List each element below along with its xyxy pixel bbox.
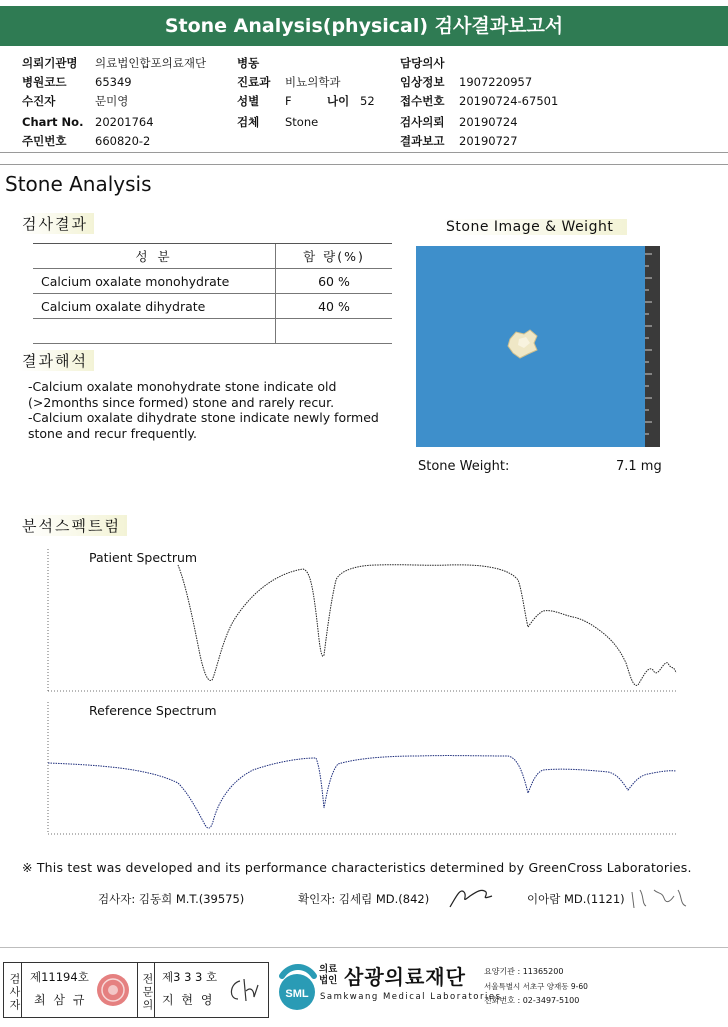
info-value: 20190727: [459, 134, 518, 148]
info-value: 20190724-67501: [459, 94, 559, 108]
result-heading: 검사결과: [20, 213, 94, 234]
info-label: 나이: [327, 94, 350, 108]
info-value: 20201764: [95, 115, 154, 129]
org-address: 서울특별시 서초구 양재동 9-60: [484, 982, 588, 991]
info-label: 검체: [237, 115, 260, 129]
info-value: 문미영: [95, 94, 129, 108]
reference-spectrum-plot: [38, 698, 688, 838]
third-signature: 이아람 MD.(1121): [527, 892, 625, 906]
stone-heading: Stone Image & Weight: [440, 219, 627, 235]
divider: [0, 152, 728, 153]
info-label: 진료과: [237, 75, 271, 89]
certification-box: [3, 962, 269, 1018]
patient-spectrum-line: [178, 565, 676, 686]
table-row: [33, 319, 392, 344]
patient-info: [0, 54, 728, 152]
specialist-vertical-label: 전문의: [137, 963, 155, 1017]
info-label: 담당의사: [400, 56, 445, 70]
reference-spectrum-label: Reference Spectrum: [89, 703, 217, 718]
org-prefix: 의료법인: [319, 964, 338, 986]
info-label: 결과보고: [400, 134, 445, 148]
org-phone: 전화번호 : 02-3497-5100: [484, 996, 580, 1005]
info-value: 비뇨의학과: [285, 75, 341, 89]
ruler: [645, 246, 660, 447]
content-cell: [276, 319, 393, 344]
table-header-row: [33, 244, 392, 269]
logo-text: SML: [285, 988, 309, 1000]
interpretation-line: -Calcium oxalate monohydrate stone indicate old (>2months since formed) stone and rarely recur.: [28, 379, 337, 410]
info-value: F: [285, 94, 292, 108]
content-cell: 60 %: [276, 269, 393, 294]
divider: [0, 947, 728, 948]
info-label: 의뢰기관명: [22, 56, 78, 70]
result-table: [33, 243, 392, 344]
sml-logo-icon: [272, 962, 322, 1012]
interpretation-text: [28, 379, 400, 441]
info-label: Chart No.: [22, 115, 84, 129]
info-value: 의료법인합포의료재단: [95, 56, 207, 70]
handwritten-signature: [628, 882, 692, 912]
table-row: [33, 269, 392, 294]
interpretation-line: -Calcium oxalate dihydrate stone indicate newly formed stone and recur frequently.: [28, 410, 379, 441]
column-header: 성 분: [33, 244, 276, 269]
info-label: 수진자: [22, 94, 56, 108]
seal-stamp: [94, 971, 132, 1009]
reference-spectrum-line: [48, 756, 676, 829]
patient-spectrum-label: Patient Spectrum: [89, 550, 198, 565]
report-title: Stone Analysis(physical) 검사결과보고서: [0, 6, 728, 46]
info-label: 주민번호: [22, 134, 67, 148]
handwritten-signature: [446, 882, 496, 912]
info-value: 1907220957: [459, 75, 533, 89]
info-label: 성별: [237, 94, 260, 108]
divider: [0, 164, 728, 165]
examiner-license: 제11194호: [30, 970, 89, 984]
stone-weight-label: Stone Weight:: [418, 459, 510, 474]
examiner-signature: 검사자: 김동희 M.T.(39575): [98, 892, 245, 906]
info-value: 660820-2: [95, 134, 151, 148]
interpretation-heading: 결과해석: [20, 350, 94, 371]
org-name: 삼광의료재단: [344, 965, 466, 989]
specialist-signature: [224, 973, 264, 1007]
examiner-name: 최 삼 규: [34, 993, 87, 1007]
content-cell: 40 %: [276, 294, 393, 319]
column-header: 함 량(%): [276, 244, 393, 269]
stone-photo: [416, 246, 660, 447]
table-row: [33, 294, 392, 319]
info-value: 52: [360, 94, 375, 108]
stone-weight-value: 7.1 mg: [616, 459, 662, 474]
disclaimer-note: ※ This test was developed and its performance characteristics determined by GreenCross Laboratories.: [22, 860, 692, 875]
info-label: 검사의뢰: [400, 115, 445, 129]
section-title: Stone Analysis: [5, 172, 152, 196]
info-label: 접수번호: [400, 94, 445, 108]
specialist-license: 제3 3 3 호: [162, 970, 218, 984]
info-label: 임상정보: [400, 75, 445, 89]
specialist-name: 지 현 영: [162, 993, 215, 1007]
examiner-vertical-label: 검사자: [4, 963, 22, 1017]
spectrum-heading: 분석스펙트럼: [20, 515, 127, 536]
info-value: 20190724: [459, 115, 518, 129]
org-code: 요양기관 : 11365200: [484, 967, 564, 976]
component-cell: [33, 319, 276, 344]
info-label: 병동: [237, 56, 260, 70]
info-label: 병원코드: [22, 75, 67, 89]
component-cell: Calcium oxalate dihydrate: [33, 294, 276, 319]
info-value: Stone: [285, 115, 319, 129]
info-value: 65349: [95, 75, 132, 89]
component-cell: Calcium oxalate monohydrate: [33, 269, 276, 294]
org-english-name: Samkwang Medical Laboratories: [320, 992, 502, 1002]
stone-image: [416, 246, 660, 447]
confirmer-signature: 확인자: 김세림 MD.(842): [298, 892, 430, 906]
patient-spectrum-plot: [38, 545, 688, 695]
